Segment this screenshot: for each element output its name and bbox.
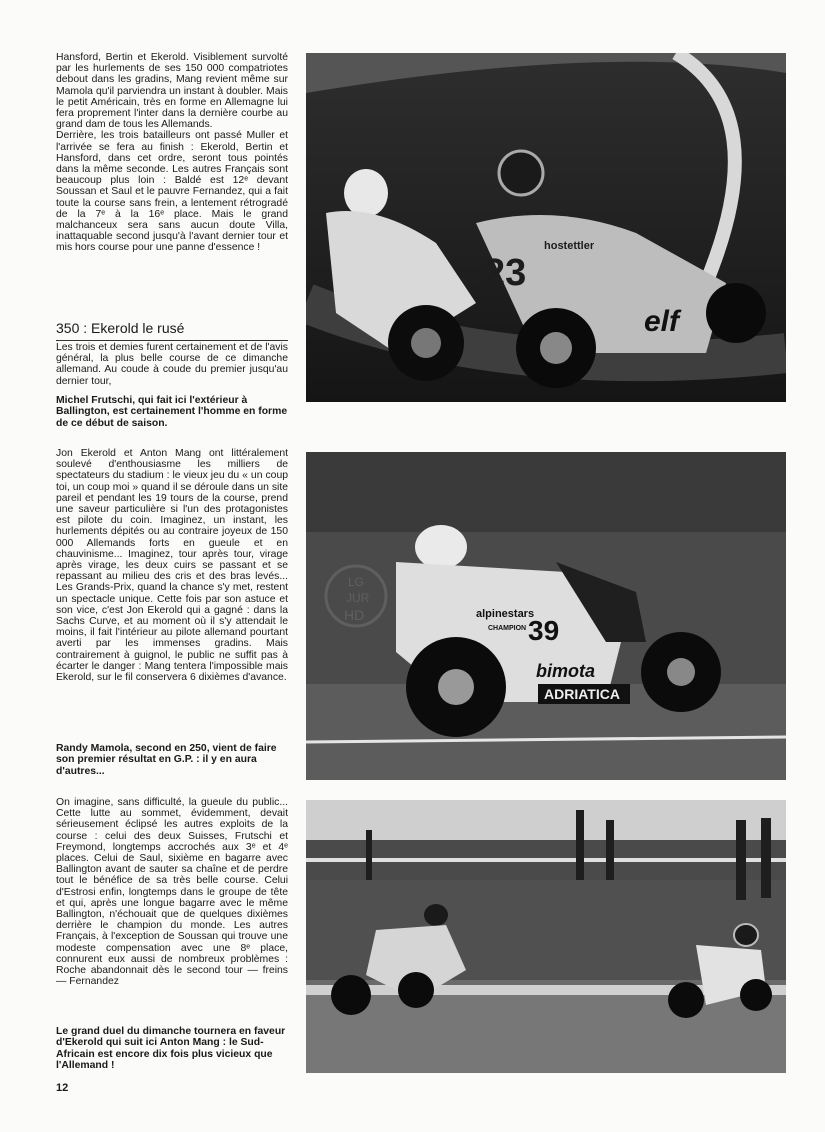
photo-caption-3: Le grand duel du dimanche tournera en faveur d'Ekerold qui suit ici Anton Mang : le Sud-Africain est encore dix fois plus vicieux que l'Allemand ! [56,1026,286,1072]
watermark-text-3: HD [344,607,365,623]
race-photo-1 [306,53,786,402]
watermark-logo [316,556,396,636]
paragraph: Jon Ekerold et Anton Mang ont littéralement soulevé d'enthousiasme les milliers de spectateurs du stadium : le vieux jeu du « un coup toi, un coup moi » quand il se déroule dans un site pareil et pendant les 19 tours de la course, prend une saveur particulière si l'un des protagonistes est pilote du coin. Imaginez, un instant, les hurlements dépités ou au contraire joyeux de 150 000 Allemands forts en gueule et en chauvinisme... Imaginez, tour après tour, virage après virage, les deux cuirs se passant et se repassant au milieu des cris et des bras levés... Les Grands-Prix, quand la chance s'y met, restent un spectacle unique. Cette fois par son astuce et son vice, c'est Jon Ekerold qui a gagné : dans la Sachs Curve, et au moment où il s'y attendait le moins, il fait l'intérieur au pilote allemand pourtant averti par les immenses gradins. Mais contrairement à guignol, le public ne suffit pas à écarter le danger : Mang tentera l'impossible mais Ekerold, sur le fil conservera 6 dixièmes d'avance. [56,448,288,684]
paragraph: Derrière, les trois batailleurs ont passé Muller et l'arrivée se fera au finish : Ekerold, Bertin et Hansford, dans cet ordre, seront tous pointés dans la même seconde. Les autres Français sont beaucoup plus loin : Baldé est 12ᵉ devant Soussan et Saul et le pauvre Fernandez, qui a fait toute la course sans frein, a lentement rétrogradé de la 7ᵉ à la 16ᵉ place. Mais le grand malchanceux sera sans aucun doute Villa, inattaquable second jusqu'à l'avant dernier tour et mis hors course pour une panne d'essence ! [56,130,288,254]
article-block-1 [56,52,288,254]
fairing-logo: elf [644,305,680,338]
sponsor-label: alpinestars [476,608,535,620]
sponsor-label: hostettler [544,240,595,252]
photo-caption-1: Michel Frutschi, qui fait ici l'extérieur à Ballington, est certainement l'homme en forme de ce début de saison. [56,395,288,429]
race-photo-3 [306,800,786,1073]
article-block-4 [56,797,288,987]
section-heading: 350 : Ekerold le rusé [56,319,288,341]
bike-number: 23 [484,252,527,294]
paragraph: On imagine, sans difficulté, la gueule du public... Cette lutte au sommet, évidemment, devait sérieusement éclipsé les autres exploits de la course : celui des deux Suisses, Frutschi et Freymond, longtemps accrochés aux 3ᵉ et 4ᵉ places. Celui de Saul, sixième en bagarre avec Ballington avant de sauter sa chaîne et de perdre tout le bénéfice de sa très belle course. Celui d'Estrosi enfin, longtemps dans le groupe de tête et qui, après une longue bagarre avec le même Ballington, n'échouait que de quelques dixièmes derrière le champion du monde. Les autres Français, à l'exception de Soussan qui trouve une modeste compensation avec une 8ᵉ place, connurent eux aussi de nombreux problèmes : Roche abandonnait dès le second tour — freins — Fernandez [56,797,288,988]
paragraph: Les trois et demies furent certainement et de l'avis général, la plus belle course de ce dimanche allemand. Au coude à coude du premier jusqu'au dernier tour, [56,342,288,387]
sponsor-label-small: CHAMPION [488,625,527,632]
watermark-text-2: JUR [346,591,370,605]
watermark-text-1: LG [348,575,365,589]
bike-number: 39 [528,615,560,646]
paragraph: Hansford, Bertin et Ekerold. Visiblement survolté par les hurlements de ses 150 000 compatriotes debout dans les gradins, Mang revient même sur Mamola qu'il parviendra un instant à doubler. Mais le petit Américain, très en forme en Allemagne lui fera proprement l'inter dans la dernière courbe au grand dam de tous les Allemands. [56,52,288,131]
page-number: 12 [56,1082,69,1094]
article-block-3 [56,448,288,683]
brand-logo: bimota [536,661,596,681]
brand-plate: ADRIATICA [544,686,620,702]
article-block-2 [56,342,288,387]
photo-caption-2: Randy Mamola, second en 250, vient de faire son premier résultat en G.P. : il y en aura d'autres... [56,743,277,777]
